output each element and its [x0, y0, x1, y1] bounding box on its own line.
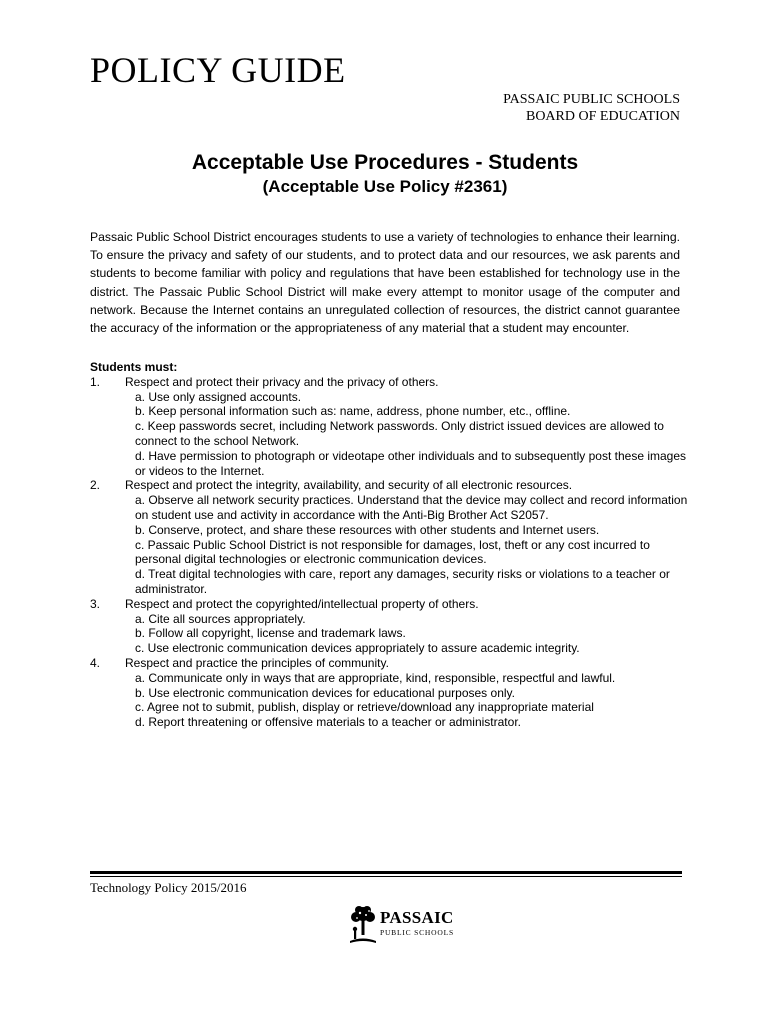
rule-number: 1.	[90, 374, 101, 389]
rule-text: Respect and protect their privacy and the privacy of others.	[125, 374, 439, 389]
rule-sub-item: d. Treat digital technologies with care, report any damages, security risks or violations to a teacher or administrator.	[135, 567, 670, 596]
rules-section	[90, 360, 690, 730]
logo-name: PASSAIC	[380, 908, 454, 927]
rule-text: Respect and protect the integrity, availability, and security of all electronic resources.	[125, 478, 573, 493]
rule-item	[90, 597, 690, 656]
passaic-logo	[342, 903, 462, 947]
logo-subtitle: PUBLIC SCHOOLS	[380, 928, 454, 937]
rule-sub-list	[125, 612, 690, 656]
document-subtitle: (Acceptable Use Policy #2361)	[262, 177, 508, 196]
rule-sub-item: a. Communicate only in ways that are appropriate, kind, responsible, respectful and lawful.	[135, 670, 616, 685]
rule-sub-item: c. Use electronic communication devices appropriately to assure academic integrity.	[135, 641, 580, 656]
rule-text: Respect and practice the principles of community.	[125, 655, 389, 670]
org-line-1: PASSAIC PUBLIC SCHOOLS	[503, 92, 680, 107]
rules-heading: Students must:	[90, 360, 178, 374]
rule-sub-item: a. Cite all sources appropriately.	[135, 611, 306, 626]
rule-sub-item: b. Keep personal information such as: name, address, phone number, etc., offline.	[135, 404, 571, 419]
rule-sub-item: c. Passaic Public School District is not responsible for damages, lost, theft or any cost incurred to personal digital technologies or electronic communication devices.	[135, 537, 650, 567]
rule-sub-item: d. Have permission to photograph or videotape other individuals and to subsequently post these images or videos to the Internet.	[135, 448, 687, 478]
rule-item	[90, 478, 690, 596]
footer-text: Technology Policy 2015/2016	[90, 880, 247, 895]
rule-number: 3.	[90, 596, 101, 611]
intro-paragraph: Passaic Public School District encourages students to use a variety of technologies to enhance their learning. To ensure the privacy and safety of our students, and to protect data and our resources, we ask parents and students to become familiar with policy and regulations that have been established for technology use in the district. The Passaic Public School District will make every attempt to monitor usage of the computer and network. Because the Internet contains an unregulated collection of resources, the district cannot guarantee the accuracy of the information or the appropriateness of any material that a student may encounter.	[90, 230, 680, 336]
rule-sub-item: c. Keep passwords secret, including Network passwords. Only district issued devices are allowed to connect to the school Network.	[135, 419, 664, 448]
rule-sub-list	[125, 493, 690, 597]
rule-sub-item: b. Follow all copyright, license and trademark laws.	[135, 626, 406, 641]
rule-sub-list	[125, 390, 690, 479]
org-line-2: BOARD OF EDUCATION	[525, 109, 680, 124]
rule-sub-list	[125, 671, 690, 730]
rule-sub-item: a. Use only assigned accounts.	[135, 389, 302, 404]
footer-divider-thin	[90, 876, 682, 877]
rule-sub-item: c. Agree not to submit, publish, display or retrieve/download any inappropriate material	[135, 700, 594, 715]
rule-text: Respect and protect the copyrighted/intellectual property of others.	[125, 596, 479, 611]
footer-divider	[90, 871, 682, 874]
rule-number: 2.	[90, 478, 101, 493]
document-title: Acceptable Use Procedures - Students	[191, 151, 579, 174]
organization-block	[503, 91, 680, 125]
rule-sub-item: d. Report threatening or offensive materials to a teacher or administrator.	[135, 715, 521, 730]
rule-sub-item: b. Conserve, protect, and share these resources with other students and Internet users.	[135, 522, 600, 537]
rule-item	[90, 656, 690, 730]
tree-with-child-icon	[348, 905, 378, 950]
rule-sub-item: b. Use electronic communication devices for educational purposes only.	[135, 685, 515, 700]
rule-number: 4.	[90, 655, 101, 670]
rule-sub-item: a. Observe all network security practices. Understand that the device may collect and record information on student use and activity in accordance with the Anti-Big Brother Act S2057.	[135, 493, 688, 522]
policy-guide-title: POLICY GUIDE	[90, 50, 346, 90]
rule-item	[90, 375, 690, 479]
